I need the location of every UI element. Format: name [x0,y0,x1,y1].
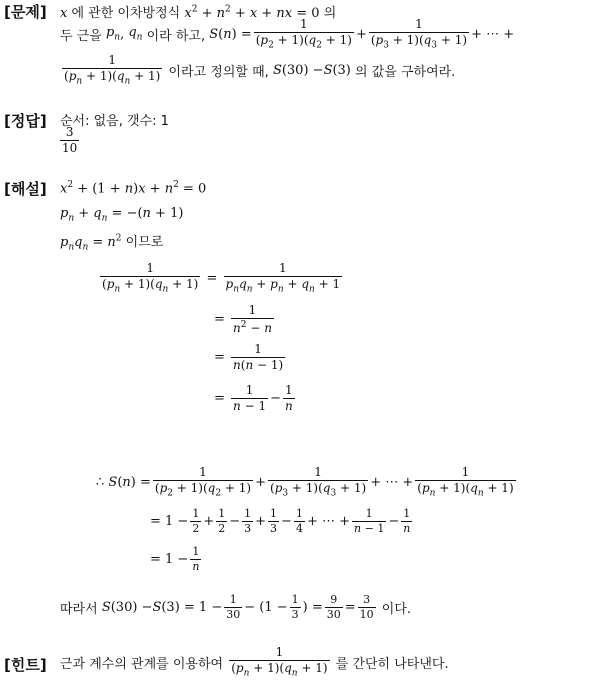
hint-text-after: 를 간단히 나타낸다. [335,656,449,672]
answer-fraction [58,126,81,156]
problem-text-2: 의 [323,6,337,21]
problem-frac-1: $\frac{1}{(p_2 + 1)(q_2 + 1)}$ [255,17,352,51]
hint-label: [힌트] [4,656,47,674]
conclusion-line: 따라서 S (30) − S (3) = 1 − $\frac{1}{30}$ − (1 − $\frac{1}{3}$ ) = $\frac{9}{30}$ = $\frac{3}{10}$ 이다. [60,593,412,621]
solution-text-therefore: 이므로 [125,235,164,250]
sum-line-3: = 1 − $\frac{1}{n}$ [150,545,200,573]
derivation-step-2: = $\frac{1}{n^2 - n}$ [214,303,272,335]
problem-line-1: x 에 관한 이차방정식 $x^2 + n^2 + x$ + nx = 0 의 [60,4,337,21]
answer-den: 10 [62,140,78,155]
solution-line-1: $x^2 + (1 + n)x + n^2 = 0$ [60,180,207,197]
problem-frac-2: $\frac{1}{(p_3 + 1)(q_3 + 1)}$ [370,17,468,51]
sum-line-1: ∴ S ( n ) = $\frac{1}{(p_2 + 1)(q_2 + 1)}$ + $\frac{1}{(p_3 + 1)(q_3 + 1)}$ + ⋯ + $\frac{1}{(p_n + 1)(q_n + 1)}$ [96,465,514,499]
problem-line-2: 두 근을 $p_n$ , $q_n$ 이라 하고, S ( n ) = $\frac{1}{(p_2 + 1)(q_2 + 1)}$ + $\frac{1}{(p_3 + 1)(q_3 + 1)}$ + ⋯ + [60,17,515,51]
problem-frac-3: $\frac{1}{(p_n + 1)(q_n + 1)}$ [64,53,161,87]
problem-text-3: 두 근을 [60,28,102,44]
solution-line-2: $p_n + q_n = -(n + 1)$ [60,206,184,224]
answer-text: 순서: 없음, 갯수: 1 [60,114,169,129]
problem-text-6: 의 값을 구하여라. [355,64,456,80]
conclusion-prefix: 따라서 [60,602,98,618]
problem-text-4: 이라 하고, [146,28,206,44]
derivation-step-1: $\frac{1}{(p_n + 1)(q_n + 1)}$ = $\frac{1}{p_nq_n + p_n + q_n + 1}$ [102,261,341,295]
problem-text-5: 이라고 정의할 때, [168,64,269,80]
problem-label: [문제] [4,3,47,21]
conclusion-suffix: 이다. [381,602,412,618]
sum-line-2: = 1 − $\frac{1}{2}$ + $\frac{1}{2}$ − $\frac{1}{3}$ + $\frac{1}{3}$ − $\frac{1}{4}$ + ⋯ + $\frac{1}{n - 1}$ − $\frac{1}{n}$ [150,507,411,535]
solution-line-3: $p_nq_n = n^2$ 이므로 [60,233,164,253]
hint-line: 근과 계수의 관계를 이용하여 $\frac{1}{(p_n + 1)(q_n + 1)}$ 를 간단히 나타낸다. [60,645,449,679]
problem-text-1: 에 관한 이차방정식 [71,6,181,21]
problem-line-3: $\frac{1}{(p_n + 1)(q_n + 1)}$ 이라고 정의할 때, S (30) − S (3) 의 값을 구하여라. [64,53,456,87]
derivation-step-3: = $\frac{1}{n(n - 1)}$ [214,342,284,372]
hint-text-before: 근과 계수의 관계를 이용하여 [60,656,224,672]
derivation-step-4: = $\frac{1}{n - 1}$ − $\frac{1}{n}$ [214,383,293,413]
answer-num: 3 [65,125,74,139]
answer-label: [정답] [4,112,47,130]
solution-label: [해설] [4,180,47,198]
